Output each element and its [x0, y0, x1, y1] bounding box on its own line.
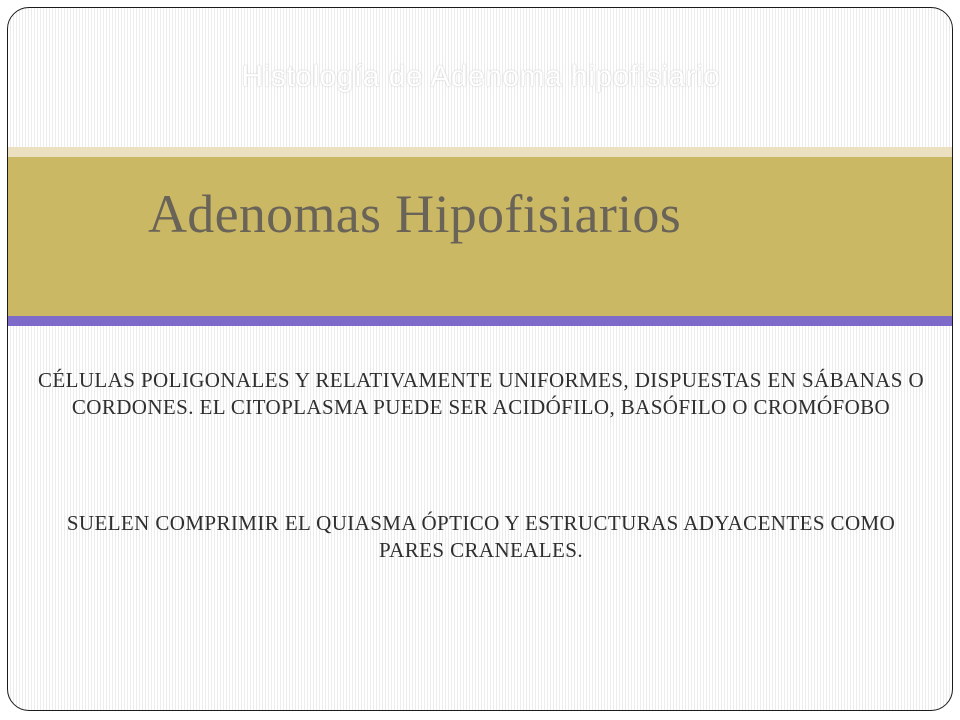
title-band	[8, 157, 953, 316]
body-paragraph-cells: CÉLULAS POLIGONALES Y RELATIVAMENTE UNIFORMES, DISPUESTAS EN SÁBANAS O CORDONES. EL CITOPLASMA PUEDE SER ACIDÓFILO, BASÓFILO O CROMÓFOBO	[38, 368, 925, 419]
slide-title: Adenomas Hipofisiarios	[148, 184, 682, 244]
slide-frame	[7, 7, 953, 711]
body-paragraph-compression: SUELEN COMPRIMIR EL QUIASMA ÓPTICO Y ESTRUCTURAS ADYACENTES COMO PARES CRANEALES.	[66, 511, 896, 562]
title-band-bottom-stripe	[8, 316, 953, 326]
slide-header-faint: Histología de Adenoma hipofisiario	[241, 60, 721, 93]
title-band-top-stripe	[8, 147, 953, 157]
